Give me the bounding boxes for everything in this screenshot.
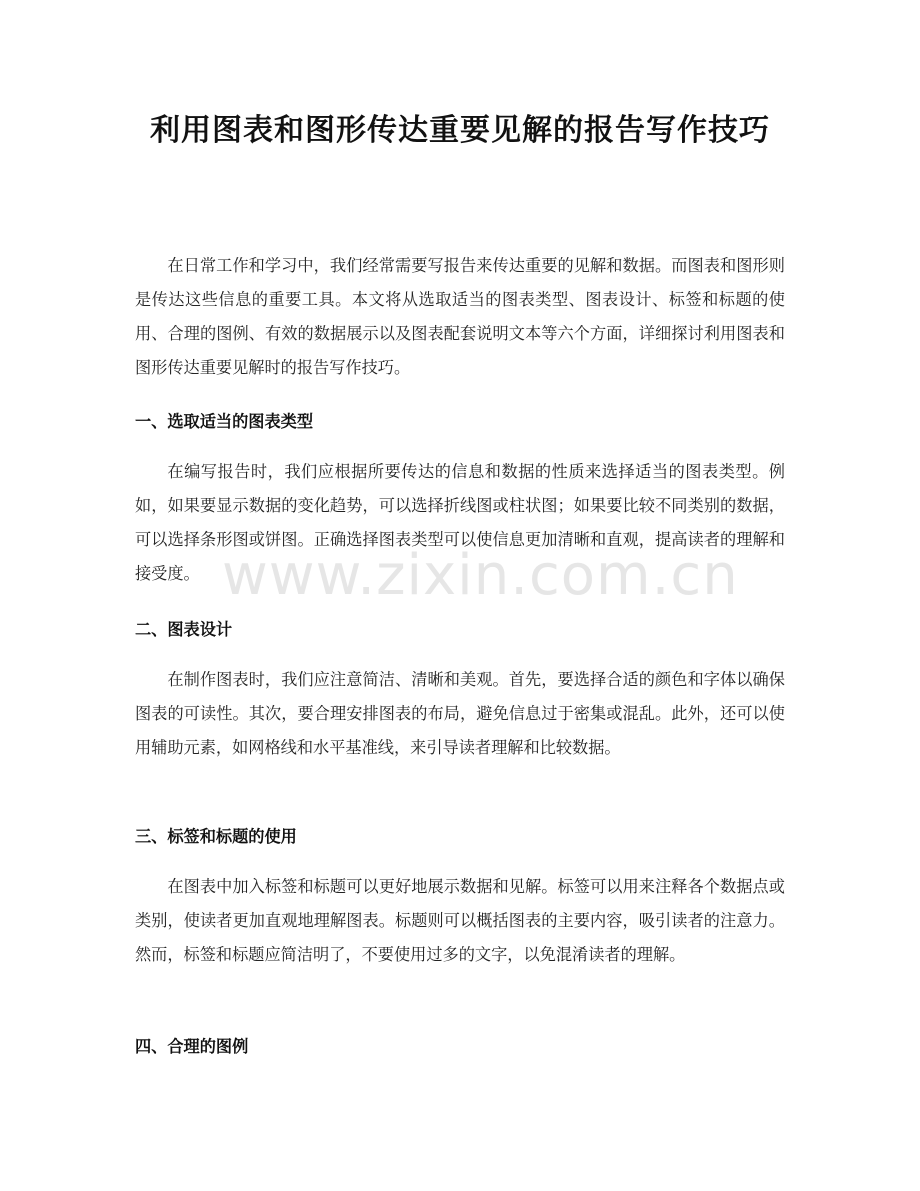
section-body-3: 在图表中加入标签和标题可以更好地展示数据和见解。标签可以用来注释各个数据点或类别，使读者更加直观地理解图表。标题则可以概括图表的主要内容，吸引读者的注意力。然而，标签和标题应简洁明了，不要使用过多的文字，以免混淆读者的理解。 [135,877,785,964]
section-heading-2: 二、图表设计 [135,620,233,639]
document-title: 利用图表和图形传达重要见解的报告写作技巧 [150,113,770,148]
watermark: www.zixin.com.cn [222,543,739,608]
section-body-1: 在编写报告时，我们应根据所要传达的信息和数据的性质来选择适当的图表类型。例如，如果要显示数据的变化趋势，可以选择折线图或柱状图；如果要比较不同类别的数据，可以选择条形图或饼图。正确选择图表类型可以使信息更加清晰和直观，提高读者的理解和接受度。 [135,462,785,583]
section-heading-3: 三、标签和标题的使用 [135,827,297,846]
intro-paragraph: 在日常工作和学习中，我们经常需要写报告来传达重要的见解和数据。而图表和图形则是传达这些信息的重要工具。本文将从选取适当的图表类型、图表设计、标签和标题的使用、合理的图例、有效的数据展示以及图表配套说明文本等六个方面，详细探讨利用图表和图形传达重要见解时的报告写作技巧。 [135,256,785,377]
section-heading-4: 四、合理的图例 [135,1037,249,1056]
section-heading-1: 一、选取适当的图表类型 [135,412,314,431]
section-body-2: 在制作图表时，我们应注意简洁、清晰和美观。首先，要选择合适的颜色和字体以确保图表的可读性。其次，要合理安排图表的布局，避免信息过于密集或混乱。此外，还可以使用辅助元素，如网格线和水平基准线，来引导读者理解和比较数据。 [135,670,785,757]
